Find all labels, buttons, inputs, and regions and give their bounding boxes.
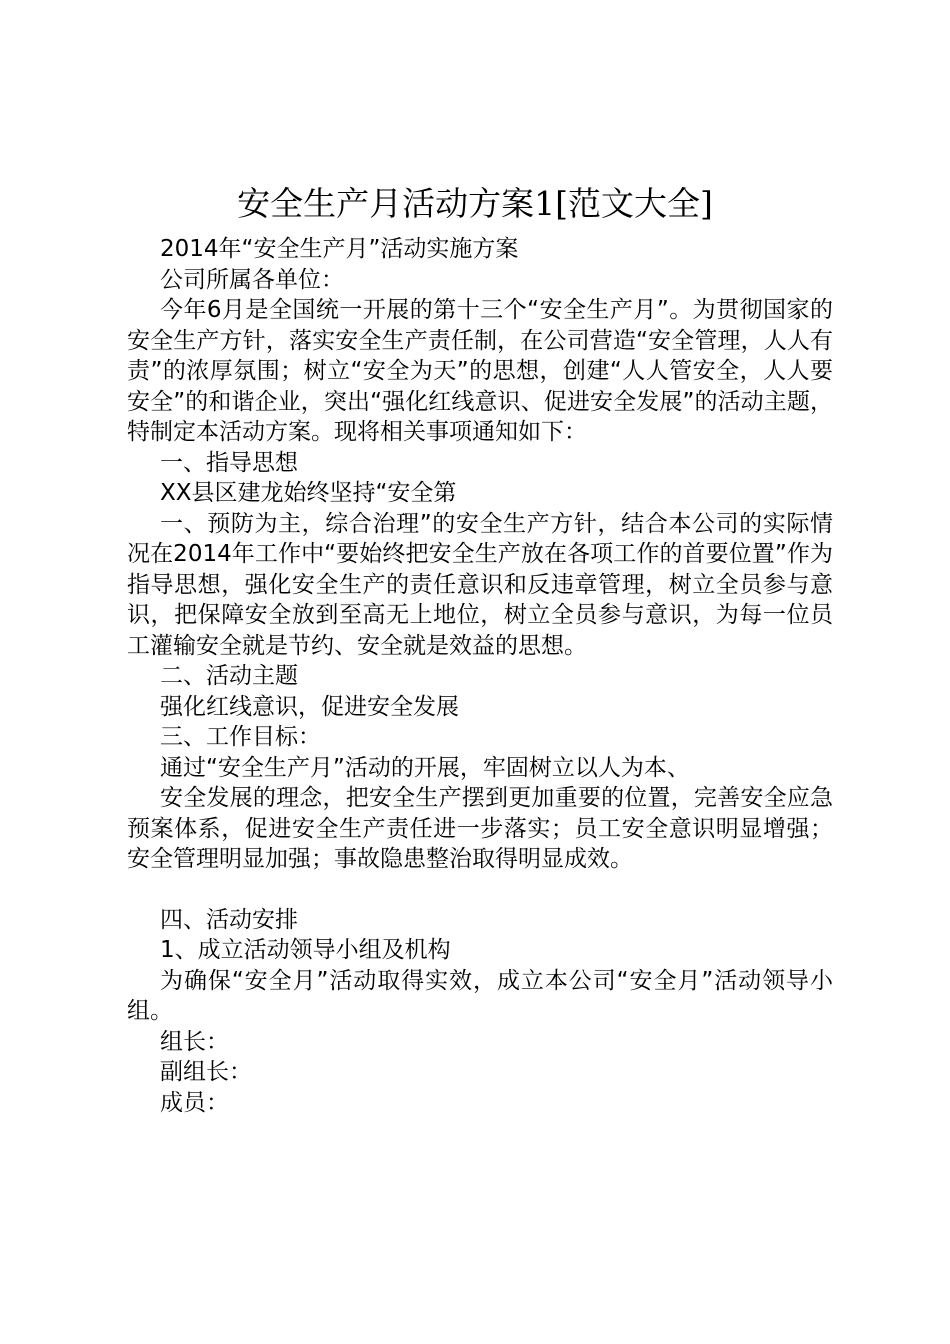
field-group-leader: 组长： — [160, 1028, 229, 1055]
paragraph-intro: 今年6月是全国统一开展的第十三个“安全生产月”。为贯彻国家的安全生产方针，落实安全生产责任制，在公司营造“安全管理，人人有责”的浓厚氛围；树立“安全为天”的思想，创建“人人管安全，人人要安全”的和谐企业，突出“强化红线意识、促进安全发展”的活动主题，特制定本活动方案。现将相关事项通知如下： — [127, 297, 833, 445]
section-heading-activity-theme: 二、活动主题 — [160, 663, 298, 689]
paragraph-work-goals-lead: 通过“安全生产月”活动的开展，牢固树立以人为本、 — [160, 754, 690, 781]
paragraph-guiding-ideology-lead: XX县区建龙始终坚持“安全第 — [160, 480, 457, 506]
field-deputy-leader: 副组长： — [160, 1059, 252, 1085]
document-title: 安全生产月活动方案1[范文大全] — [237, 184, 713, 223]
paragraph-work-goals: 安全发展的理念，把安全生产摆到更加重要的位置，完善安全应急预案体系，促进安全生产责任进一步落实；员工安全意识明显增强；安全管理明显加强；事故隐患整治取得明显成效。 — [127, 785, 833, 872]
paragraph-leadership-group: 为确保“安全月”活动取得实效，成立本公司“安全月”活动领导小组。 — [127, 967, 833, 1024]
section-heading-guiding-ideology: 一、指导思想 — [160, 449, 298, 476]
section-heading-work-goals: 三、工作目标： — [160, 724, 321, 750]
paragraph-salutation: 公司所属各单位： — [160, 266, 344, 293]
subsection-heading-leadership-group: 1、成立活动领导小组及机构 — [160, 937, 451, 963]
section-heading-activity-arrangement: 四、活动安排 — [160, 906, 298, 933]
paragraph-plan-heading: 2014年“安全生产月”活动实施方案 — [160, 236, 519, 262]
paragraph-activity-theme: 强化红线意识，促进安全发展 — [160, 693, 459, 720]
paragraph-guiding-ideology: 一、预防为主，综合治理”的安全生产方针，结合本公司的实际情况在2014年工作中“要始终把安全生产放在各项工作的首要位置”作为指导思想，强化安全生产的责任意识和反违章管理，树立全员参与意识，把保障安全放到至高无上地位，树立全员参与意识，为每一位员工灌输安全就是节约、安全就是效益的思想。 — [127, 510, 833, 659]
document-body — [127, 234, 833, 1118]
field-members: 成员： — [160, 1089, 229, 1116]
